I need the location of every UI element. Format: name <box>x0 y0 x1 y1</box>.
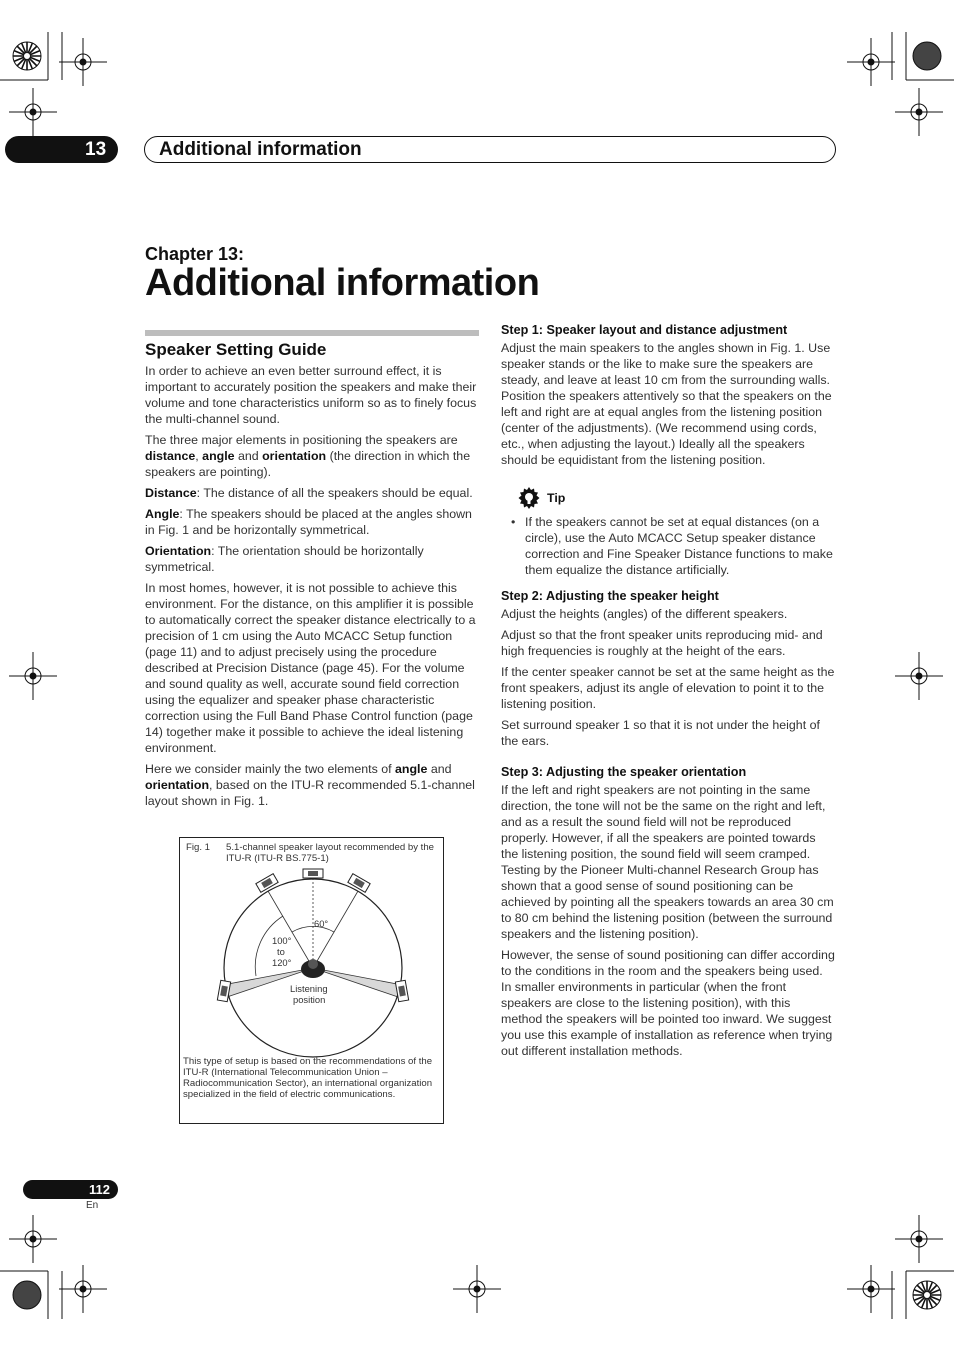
consider-paragraph <box>145 761 479 809</box>
intro-paragraph: In order to achieve an even better surround effect, it is important to accurately position the speakers and make their volume and tone characteristics uniform so as to finely focus the multi-channel sound. <box>145 364 477 426</box>
step2-p1: Adjust the heights (angles) of the different speakers. <box>501 607 788 621</box>
text-run: Here we consider mainly the two elements of <box>145 762 395 776</box>
text-run: (the direction in which the speakers are pointing). <box>145 449 471 479</box>
page-number: 112 <box>23 1180 118 1199</box>
spacer <box>501 578 835 588</box>
term-orientation: orientation <box>145 778 210 792</box>
term-angle: angle <box>395 762 428 776</box>
elements-paragraph <box>145 432 479 480</box>
front-right-line <box>313 891 358 968</box>
angle-to-label: to <box>277 946 285 957</box>
term-angle: angle <box>202 449 235 463</box>
text-run: The three major elements in positioning the speakers are <box>145 433 458 447</box>
left-column <box>145 363 479 814</box>
definition-text: : The distance of all the speakers should be equal. <box>196 486 473 500</box>
angle-120-label: 120° <box>272 957 292 968</box>
distance-definition <box>145 485 479 501</box>
front-left-speaker-icon <box>256 874 278 893</box>
step3-p1: If the left and right speakers are not pointing in the same direction, the tone will not be the same on the right and left, and as a result the sound field will not be reproduced properly. However, if all the speakers are pointed towards the listening position, the sound field will seem cramped. Testing by the Pioneer Multi-channel Research Group has shown that a good sense of sound positioning can be achieved by pointing all the speakers towards an area 30 cm to 80 cm behind the listening position (between the surround speakers and the listening position). <box>501 783 834 941</box>
surround-right-speaker-icon <box>395 980 408 1001</box>
chapter-label: Chapter 13: <box>145 244 245 264</box>
lightbulb-icon <box>517 486 541 510</box>
section-title: Speaker Setting Guide <box>145 340 327 359</box>
step1-text: Adjust the main speakers to the angles shown in Fig. 1. Use speaker stands or the like to make sure the speakers are steady, and leave at least 10 cm from the surrounding walls. Position the speakers attentively so that the speakers on the left and right are at equal angles from the listening position (center of the adjustments). (We recommend using cords, etc., when adjusting the layout.) Ideally all the speakers should be equidistant from the listening position. <box>501 341 832 467</box>
surround-left-speaker-icon <box>217 980 230 1001</box>
term-orientation: orientation <box>262 449 327 463</box>
text-run: , <box>195 449 203 463</box>
text-run: and <box>427 762 452 776</box>
spacer <box>501 754 835 764</box>
section-rule <box>145 330 479 336</box>
text-run: , based on the ITU-R recommended 5.1-channel layout shown in Fig. 1. <box>145 778 475 808</box>
orientation-definition <box>145 543 479 575</box>
header-title: Additional information <box>144 136 836 163</box>
chapter-title: Additional information <box>145 262 540 304</box>
text-run: and <box>234 449 263 463</box>
step1-title: Step 1: Speaker layout and distance adjustment <box>501 323 788 337</box>
position-label: position <box>293 994 326 1005</box>
page-language: En <box>86 1200 99 1211</box>
front-right-speaker-icon <box>348 874 370 893</box>
step2-p2: Adjust so that the front speaker units reproducing mid- and high frequencies is roughly at the height of the ears. <box>501 628 823 658</box>
figure-caption-text: 5.1-channel speaker layout recommended by the ITU-R (ITU-R BS.775-1) <box>226 842 434 864</box>
bullet-icon: • <box>511 515 516 529</box>
step3-title: Step 3: Adjusting the speaker orientation <box>501 765 747 779</box>
definition-text: : The speakers should be placed at the angles shown in Fig. 1 and be horizontally symmetrical. <box>145 507 472 537</box>
figure-number: Fig. 1 <box>186 842 210 853</box>
step2-title: Step 2: Adjusting the speaker height <box>501 589 719 603</box>
step3-p2: However, the sense of sound positioning can differ according to the conditions in the room and the speakers being used. In smaller environments in particular (when the front speakers are close to the listening position), with this method the speakers will be pointed too inward. We suggest you use this example of installation as reference when trying out different installation methods. <box>501 948 835 1058</box>
tip-text: If the speakers cannot be set at equal distances (on a circle), use the Auto MCACC Setup speaker distance correction and Fine Speaker Distance functions to make them equalize the distance artificially. <box>525 515 833 577</box>
speaker-layout-figure <box>179 837 444 1124</box>
tip-item <box>511 514 835 578</box>
step2-p3: If the center speaker cannot be set at the same height as the front speakers, adjust its angle of elevation to point it to the listening position. <box>501 665 835 711</box>
angle-definition <box>145 506 479 538</box>
angle-60-label: 60° <box>314 918 329 929</box>
step2-p4: Set surround speaker 1 so that it is not under the height of the ears. <box>501 718 820 748</box>
angle-100-label: 100° <box>272 935 292 946</box>
definition-term: Orientation <box>145 544 212 558</box>
center-speaker-icon <box>303 869 323 878</box>
figure-caption <box>186 842 438 864</box>
listener-icon <box>301 959 325 978</box>
tip-heading <box>517 486 835 510</box>
term-distance: distance <box>145 449 196 463</box>
figure-note: This type of setup is based on the recommendations of the ITU-R (International Telecommunication Union – Radiocommunication Sector), an international organization specialized in the field of electric communications. <box>183 1056 433 1100</box>
chapter-number-tab: 13 <box>5 136 118 163</box>
definition-term: Distance <box>145 486 197 500</box>
homes-paragraph: In most homes, however, it is not possible to achieve this environment. For the distance, on this amplifier it is possible to automatically correct the speaker distance electrically to a precision of 1 cm using the Auto MCACC Setup function (page 11) and to adjust precisely using the procedure described at Precision Distance (page 45). For the volume and sound quality as well, accurate sound field correction using the equalizer and speaker phase characteristic correction using the Full Band Phase Control function (page 14) together make it possible to achieve the ideal listening environment. <box>145 581 476 755</box>
right-column <box>501 322 835 1064</box>
definition-text: : The orientation should be horizontally symmetrical. <box>145 544 424 574</box>
listening-label: Listening <box>290 983 328 994</box>
definition-term: Angle <box>145 507 180 521</box>
tip-label: Tip <box>547 491 566 505</box>
